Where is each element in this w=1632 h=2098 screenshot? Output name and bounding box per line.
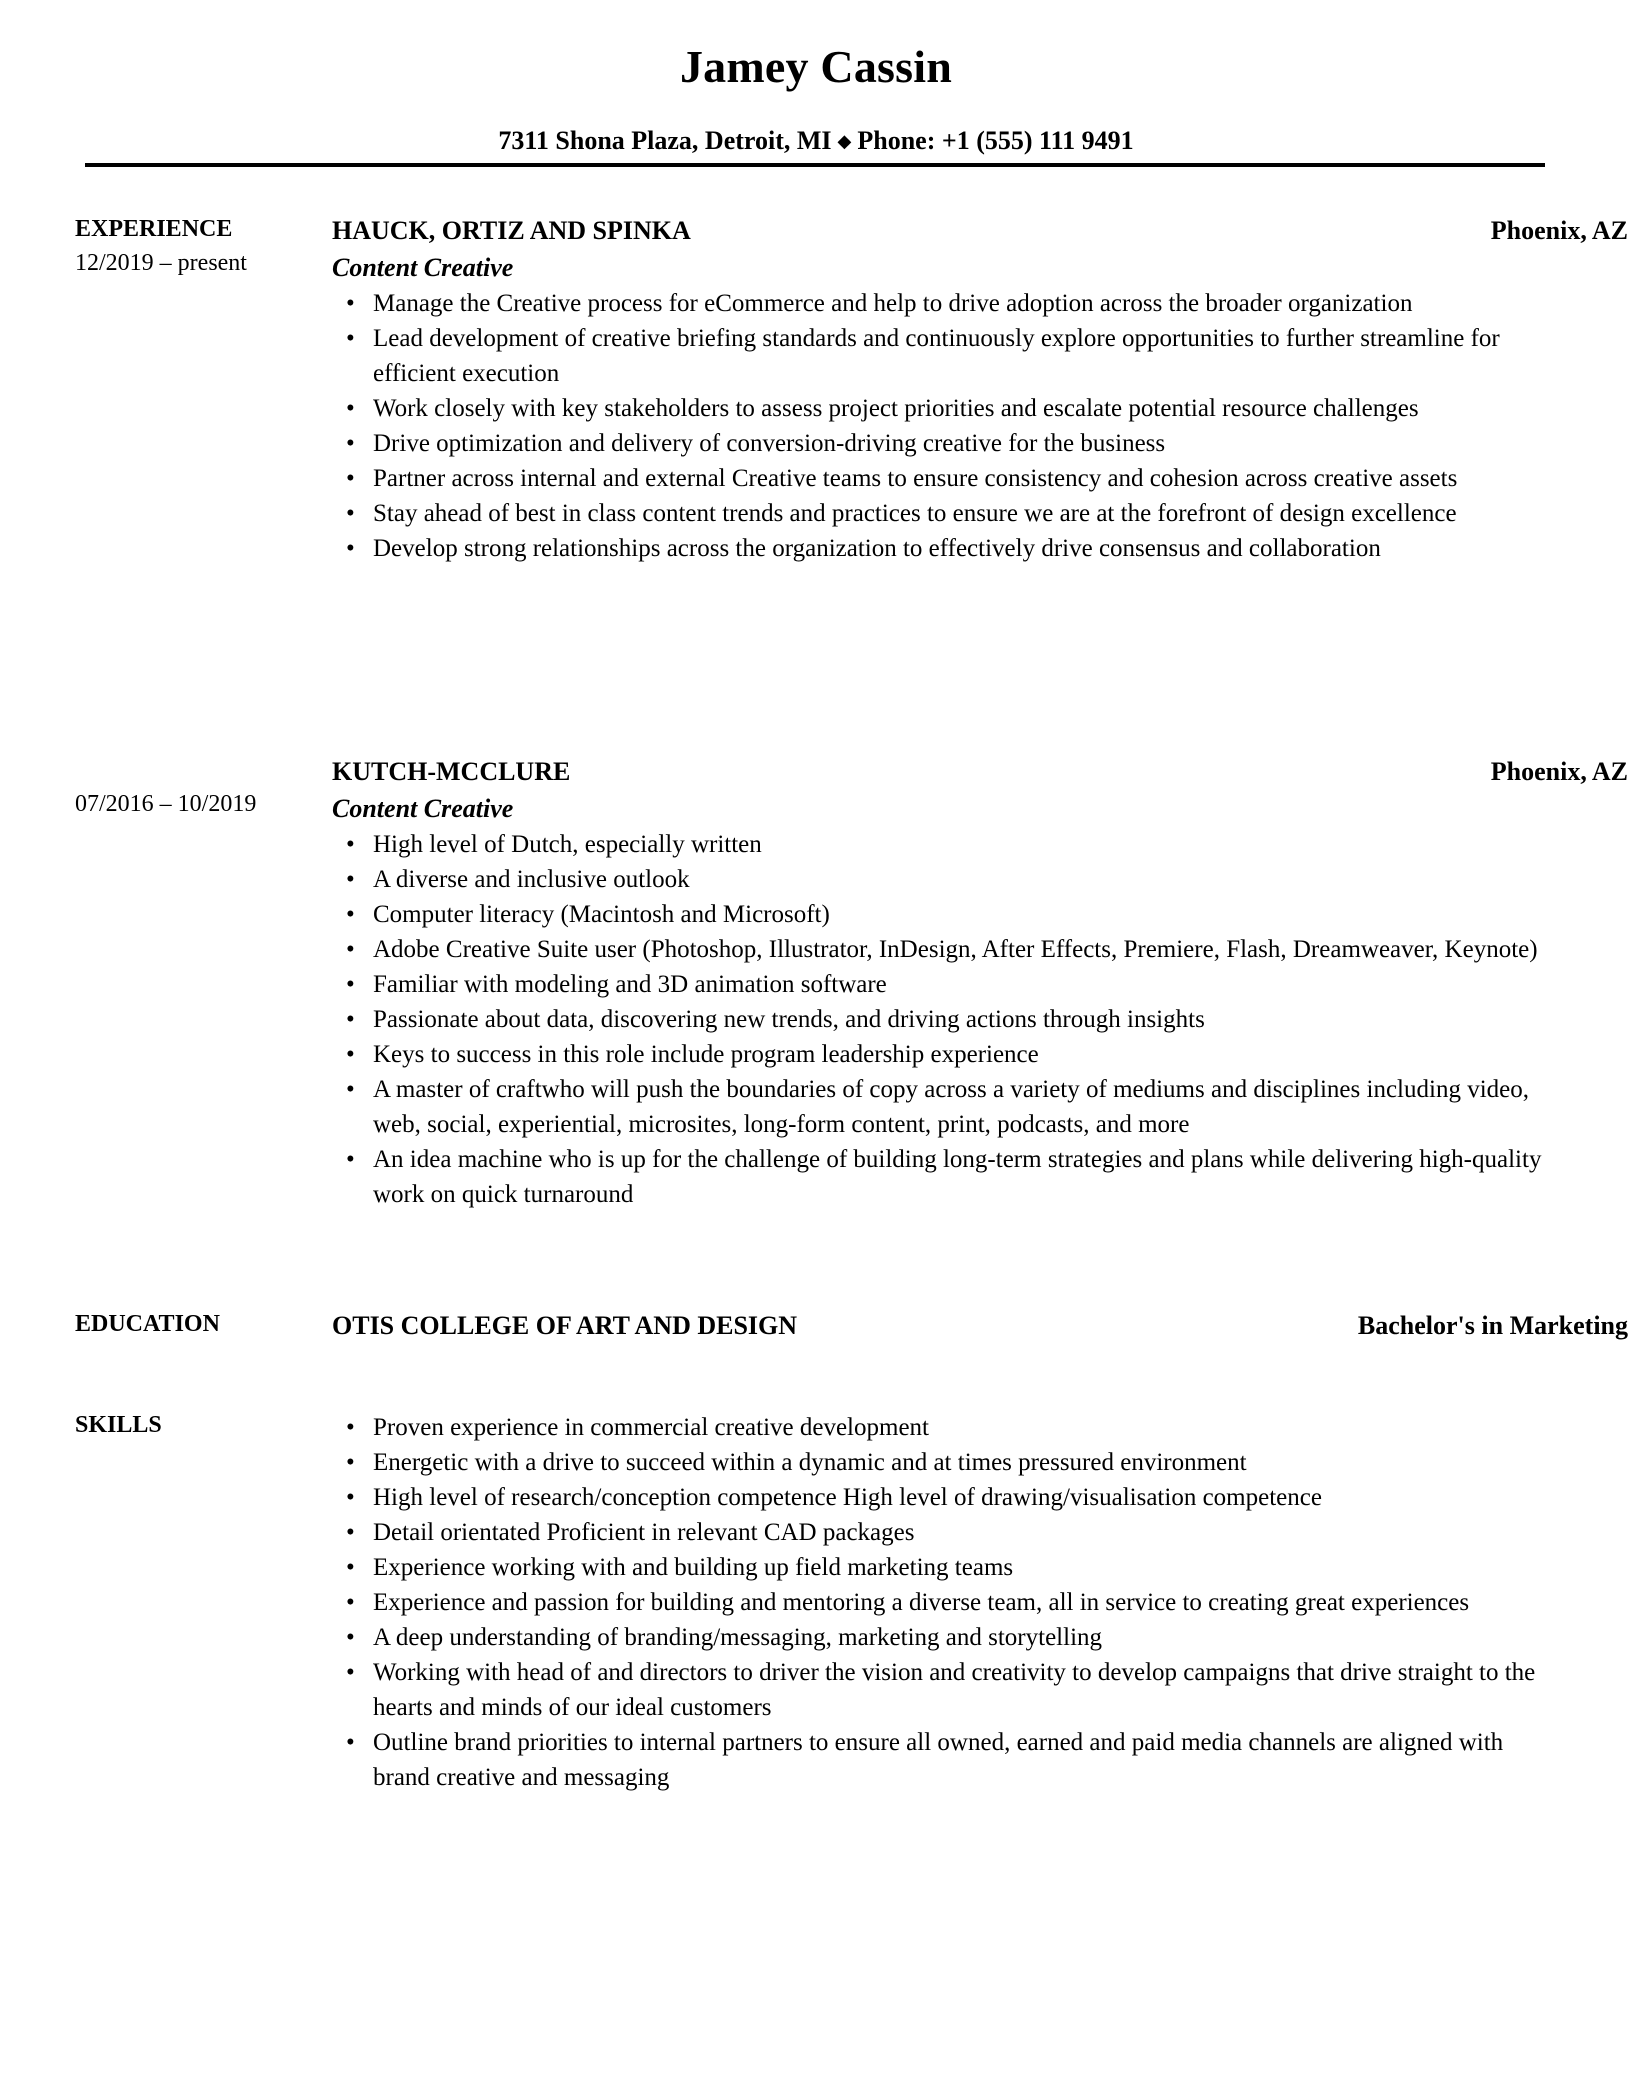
job-location: Phoenix, AZ xyxy=(1490,216,1628,245)
skill-item: • Proven experience in commercial creative development xyxy=(332,1410,1553,1445)
job-title: Content Creative xyxy=(332,794,514,823)
bullet-item: • Lead development of creative briefing standards and continuously explore opportunities to further streamline for efficient execution xyxy=(332,321,1553,391)
bullet-item: • Drive optimization and delivery of conversion-driving creative for the business xyxy=(332,426,1553,461)
school-name: OTIS COLLEGE OF ART AND DESIGN xyxy=(332,1311,798,1340)
job-company: HAUCK, ORTIZ AND SPINKA xyxy=(332,216,691,245)
bullet-item: • A diverse and inclusive outlook xyxy=(332,862,1553,897)
bullet-item: • Develop strong relationships across the organization to effectively drive consensus and collaboration xyxy=(332,531,1553,566)
resume-name: Jamey Cassin xyxy=(679,41,953,92)
skill-item: • Outline brand priorities to internal partners to ensure all owned, earned and paid media channels are aligned with brand creative and messaging xyxy=(332,1725,1553,1795)
bullet-item: • Keys to success in this role include program leadership experience xyxy=(332,1037,1553,1072)
bullet-item: • Stay ahead of best in class content trends and practices to ensure we are at the forefront of design excellence xyxy=(332,496,1553,531)
section-label-experience: EXPERIENCE xyxy=(75,216,233,242)
skill-item: • High level of research/conception competence High level of drawing/visualisation competence xyxy=(332,1480,1553,1515)
address: 7311 Shona Plaza, Detroit, MI xyxy=(498,126,832,155)
bullet-item: • Manage the Creative process for eCommerce and help to drive adoption across the broader organization xyxy=(332,286,1553,321)
job-location: Phoenix, AZ xyxy=(1490,757,1628,786)
bullet-item: • A master of craftwho will push the boundaries of copy across a variety of mediums and disciplines including video, web, social, experiential, microsites, long-form content, print, podcasts, and more xyxy=(332,1072,1553,1142)
skills-list xyxy=(332,1410,1555,1795)
job-title: Content Creative xyxy=(332,253,514,282)
job-bullets xyxy=(332,286,1555,566)
diamond-separator-icon: ◆ xyxy=(837,131,852,151)
job-bullets xyxy=(332,827,1555,1212)
bullet-item: • Adobe Creative Suite user (Photoshop, Illustrator, InDesign, After Effects, Premiere, Flash, Dreamweaver, Keynote) xyxy=(332,932,1553,967)
bullet-item: • High level of Dutch, especially written xyxy=(332,827,1553,862)
bullet-item: • Computer literacy (Macintosh and Microsoft) xyxy=(332,897,1553,932)
job-entry xyxy=(332,757,1628,1212)
bullet-item: • Familiar with modeling and 3D animation software xyxy=(332,967,1553,1002)
job-company: KUTCH-MCCLURE xyxy=(332,757,571,786)
phone: Phone: +1 (555) 111 9491 xyxy=(857,126,1134,155)
job-dates: 07/2016 – 10/2019 xyxy=(75,791,257,817)
degree: Bachelor's in Marketing xyxy=(1357,1311,1628,1340)
skill-item: • Experience working with and building up field marketing teams xyxy=(332,1550,1553,1585)
section-label-education: EDUCATION xyxy=(75,1311,220,1337)
job-entry xyxy=(332,216,1628,566)
skill-item: • Working with head of and directors to driver the vision and creativity to develop campaigns that drive straight to the hearts and minds of our ideal customers xyxy=(332,1655,1553,1725)
bullet-item: • An idea machine who is up for the challenge of building long-term strategies and plans while delivering high-quality work on quick turnaround xyxy=(332,1142,1553,1212)
job-dates: 12/2019 – present xyxy=(75,250,247,276)
skill-item: • Experience and passion for building and mentoring a diverse team, all in service to creating great experiences xyxy=(332,1585,1553,1620)
skills-list-container xyxy=(332,1410,1555,1795)
section-label-skills: SKILLS xyxy=(75,1412,162,1438)
contact-line xyxy=(0,126,1632,156)
education-entry xyxy=(332,1311,1628,1345)
bullet-item: • Partner across internal and external Creative teams to ensure consistency and cohesion across creative assets xyxy=(332,461,1553,496)
bullet-item: • Passionate about data, discovering new trends, and driving actions through insights xyxy=(332,1002,1553,1037)
skill-item: • A deep understanding of branding/messaging, marketing and storytelling xyxy=(332,1620,1553,1655)
skill-item: • Energetic with a drive to succeed within a dynamic and at times pressured environment xyxy=(332,1445,1553,1480)
header-divider xyxy=(85,163,1545,167)
skill-item: • Detail orientated Proficient in relevant CAD packages xyxy=(332,1515,1553,1550)
bullet-item: • Work closely with key stakeholders to assess project priorities and escalate potential resource challenges xyxy=(332,391,1553,426)
